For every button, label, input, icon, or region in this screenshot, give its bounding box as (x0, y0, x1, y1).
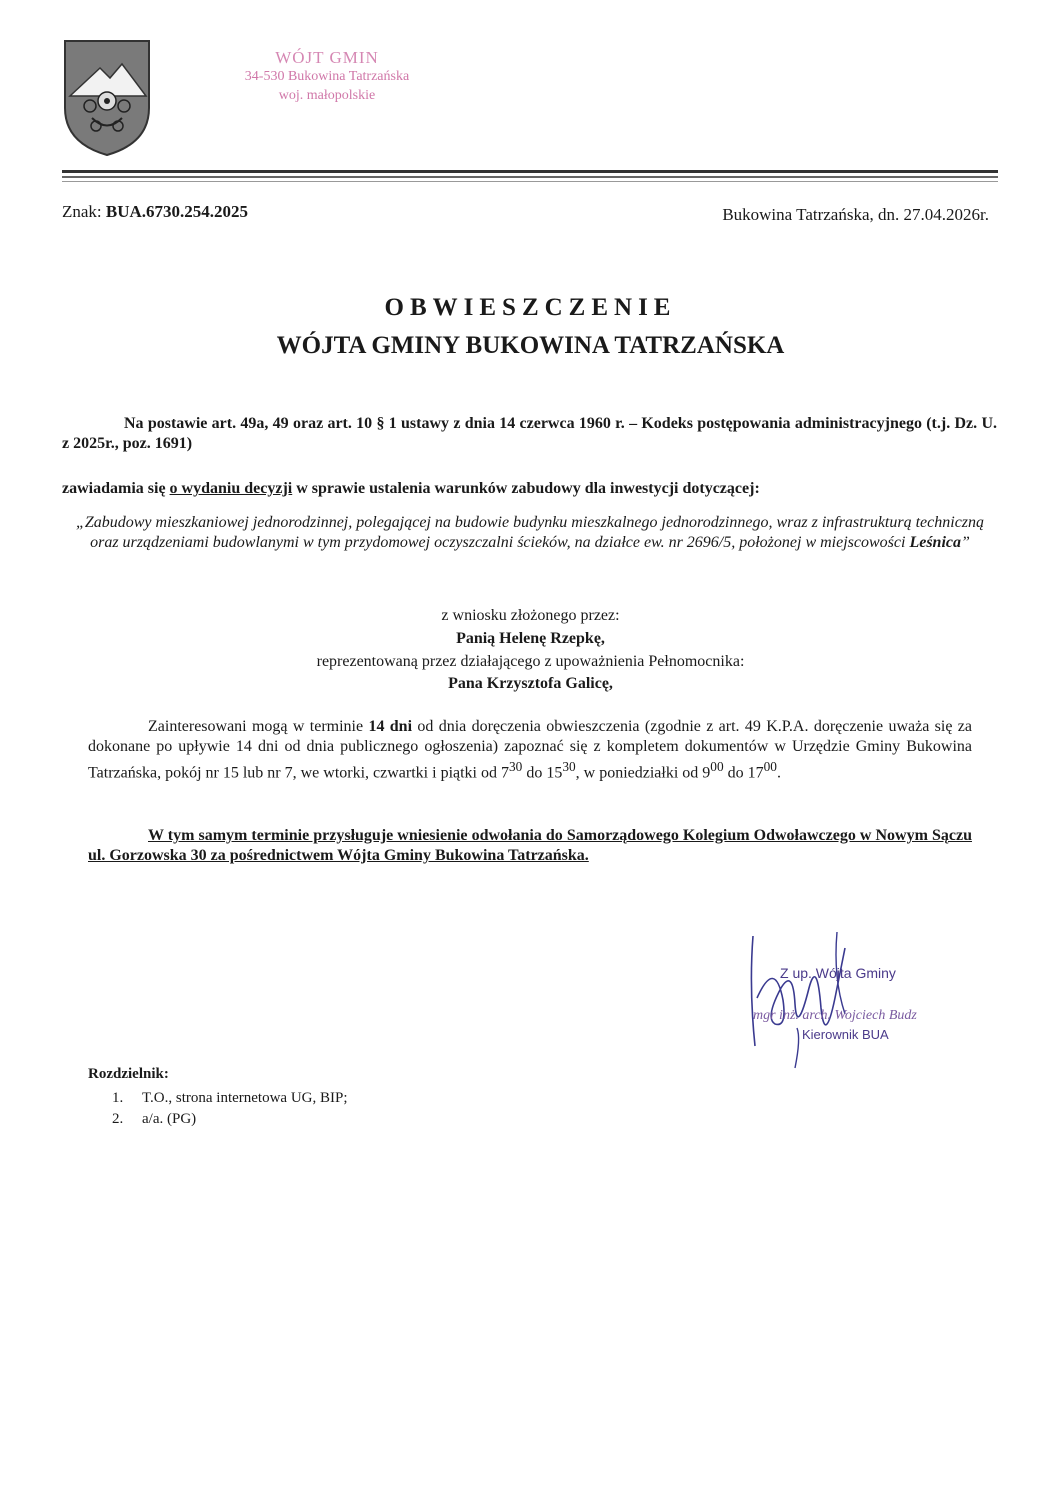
coat-of-arms-icon (62, 38, 152, 158)
header-divider-3 (62, 181, 998, 182)
legal-basis: Na postawie art. 49a, 49 oraz art. 10 § 1 ustawy z dnia 14 czerwca 1960 r. – Kodeks postępowania administracyjnego (t.j. Dz. U. z 2025r., poz. 1691) (62, 415, 997, 452)
time-sup: 30 (562, 759, 576, 774)
notification-before: zawiadamia się (62, 480, 170, 497)
investment-place: Leśnica (909, 534, 961, 551)
info-text: od dnia doręczenia obwieszczenia (zgodnie z art. 49 K.P.A. doręczenie uważa się za dokonane po upływie 14 dni od dnia publicznego ogłoszenia) zapoznać się z kompletem dokumentów w Urzędzie Gminy Bukowina Tatrzańska, pokój nr 15 lub nr 7, we wtorki, czwartki i piątki od 7 (88, 718, 972, 782)
appeal-notice: W tym samym terminie przysługuje wniesienie odwołania do Samorządowego Kolegium Odwoławczego w Nowym Sączu ul. Gorzowska 30 za pośrednictwem Wójta Gminy Bukowina Tatrzańska. (88, 827, 972, 864)
list-text: T.O., strona internetowa UG, BIP; (142, 1090, 348, 1106)
notification-after: w sprawie ustalenia warunków zabudowy dla inwestycji dotyczącej: (292, 480, 760, 497)
time-sup: 00 (710, 759, 724, 774)
stamp-line-3: woj. małopolskie (278, 88, 376, 103)
info-text: , w poniedziałki od 9 (575, 764, 711, 782)
reference-number (62, 202, 248, 222)
inspection-info (88, 717, 972, 783)
signature-line-3: Kierownik BUA (802, 1027, 889, 1042)
attorney-name: Pana Krzysztofa Galicę, (448, 675, 613, 692)
investment-text: „Zabudowy mieszkaniowej jednorodzinnej, polegającej na budowie budynku mieszkalnego jednorodzinnego, wraz z infrastrukturą techniczną oraz urządzeniami budowlanymi w tym przydomowej oczyszczalni ścieków, na działce ew. nr 2696/5, położonej w miejscowości (75, 514, 985, 551)
document-subtitle: WÓJTA GMINY BUKOWINA TATRZAŃSKA (276, 332, 785, 359)
list-item (112, 1109, 348, 1130)
list-text: a/a. (PG) (142, 1111, 197, 1127)
list-number: 1. (112, 1090, 124, 1106)
signature-line-2: mgr inż. arch. Wojciech Budz (753, 1008, 917, 1023)
list-item (112, 1088, 348, 1109)
reference-label: Znak: (62, 202, 102, 221)
time-sup: 30 (509, 759, 523, 774)
header-divider-2 (62, 176, 998, 178)
stamp-line-2: 34-530 Bukowina Tatrzańska (244, 69, 410, 84)
document-title: OBWIESZCZENIE (384, 294, 677, 321)
info-text: . (776, 764, 781, 782)
office-stamp (222, 48, 432, 105)
distribution-list (112, 1088, 348, 1130)
notification-underlined: o wydaniu decyzji (169, 480, 293, 497)
investment-close: ” (961, 534, 970, 551)
representation-note: reprezentowaną przez działającego z upoważnienia Pełnomocnika: (316, 653, 745, 670)
request-intro: z wniosku złożonego przez: (441, 607, 620, 624)
info-text: do 15 (522, 764, 563, 782)
info-deadline: 14 dni (368, 718, 413, 735)
investment-description (75, 513, 985, 553)
reference-value: BUA.6730.254.2025 (105, 202, 249, 221)
time-sup: 00 (763, 759, 777, 774)
notification-line (62, 480, 997, 498)
info-text: Zainteresowani mogą w terminie (148, 718, 369, 735)
applicant-name: Panią Helenę Rzepkę, (456, 630, 605, 647)
header-divider (62, 170, 998, 173)
place-date: Bukowina Tatrzańska, dn. 27.04.2026r. (722, 205, 989, 224)
stamp-line-1: WÓJT GMIN (275, 48, 379, 67)
info-text: do 17 (723, 764, 764, 782)
list-number: 2. (112, 1111, 124, 1127)
signature-line-1: Z up. Wójta Gminy (780, 965, 896, 981)
handwritten-signature (735, 928, 955, 1078)
distribution-label: Rozdzielnik: (88, 1066, 169, 1082)
